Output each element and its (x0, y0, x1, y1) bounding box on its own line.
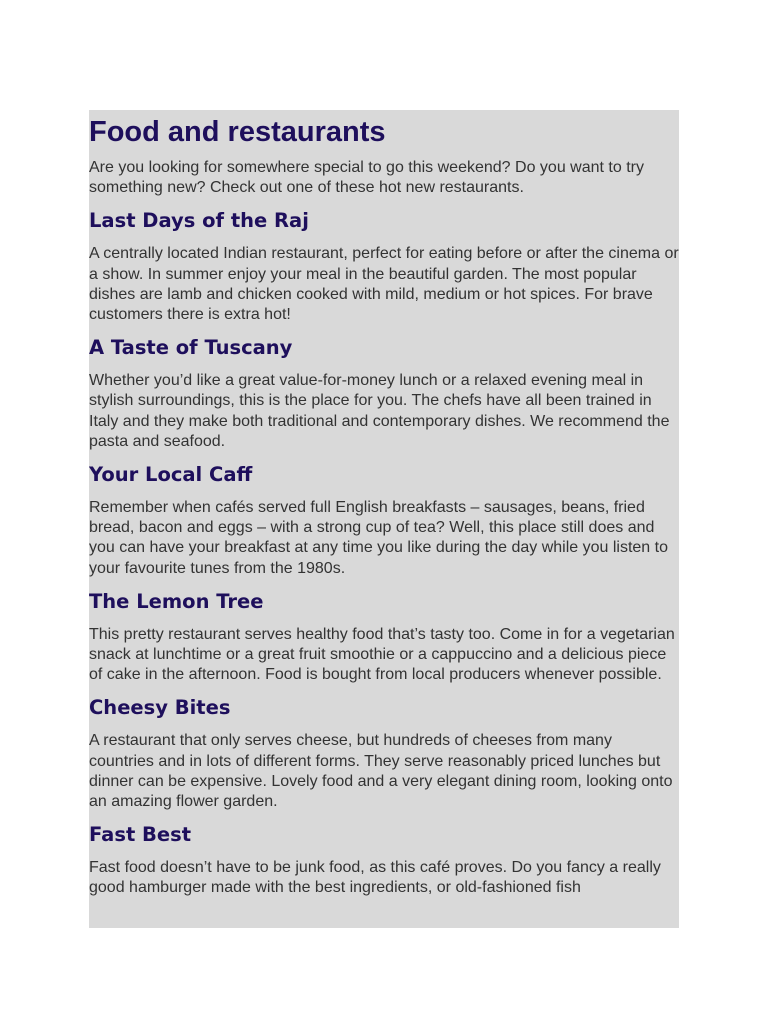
section-heading: Last Days of the Raj (89, 209, 309, 233)
section-body: This pretty restaurant serves healthy food that’s tasty too. Come in for a vegetarian snack at lunchtime or a great fruit smoothie or a cappuccino and a delicious piece of cake in the afternoon. Food is bought from local producers whenever possible. (89, 625, 675, 684)
section-heading: Your Local Caff (89, 463, 253, 487)
section-your-local-caff (89, 462, 679, 579)
section-body: A centrally located Indian restaurant, perfect for eating before or after the cinema or a show. In summer enjoy your meal in the beautiful garden. The most popular dishes are lamb and chicken cooked with mild, medium or hot spices. For brave customers there is extra hot! (89, 245, 679, 324)
section-last-days-of-the-raj (89, 208, 679, 325)
section-fast-best (89, 822, 679, 898)
section-body: Remember when cafés served full English breakfasts – sausages, beans, fried bread, bacon and eggs – with a strong cup of tea? Well, this place still does and you can have your breakfast at any time you like during the day while you listen to your favourite tunes from the 1980s. (89, 499, 668, 577)
section-heading: A Taste of Tuscany (89, 336, 293, 360)
content-panel (89, 110, 679, 928)
section-cheesy-bites (89, 695, 679, 812)
section-heading: Fast Best (89, 823, 192, 847)
section-body: Fast food doesn’t have to be junk food, as this café proves. Do you fancy a really good hamburger made with the best ingredients, or old-fashioned fish (89, 859, 661, 897)
section-a-taste-of-tuscany (89, 335, 679, 452)
section-the-lemon-tree (89, 589, 679, 686)
section-body: A restaurant that only serves cheese, but hundreds of cheeses from many countries and in lots of different forms. They serve reasonably priced lunches but dinner can be expensive. Lovely food and a very elegant dining room, looking onto an amazing flower garden. (89, 732, 673, 811)
section-heading: The Lemon Tree (89, 589, 264, 613)
section-body: Whether you’d like a great value-for-money lunch or a relaxed evening meal in stylish surroundings, this is the place for you. The chefs have all been trained in Italy and they make both traditional and contemporary dishes. We recommend the pasta and seafood. (89, 372, 670, 450)
intro-paragraph: Are you looking for somewhere special to go this weekend? Do you want to try something new? Check out one of these hot new restaurants. (89, 159, 644, 197)
page-title: Food and restaurants (89, 116, 386, 148)
section-heading: Cheesy Bites (89, 696, 231, 720)
